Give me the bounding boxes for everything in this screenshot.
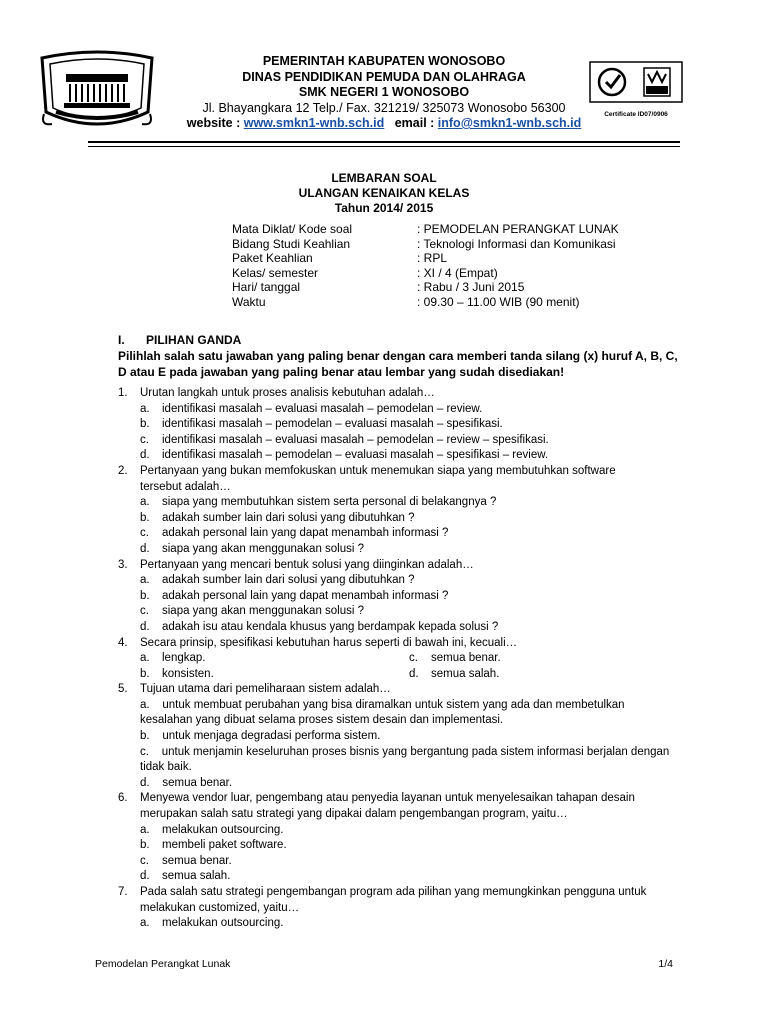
answer-option-row [118, 651, 678, 667]
option-letter: c. [409, 652, 418, 665]
page-number: 1/4 [658, 958, 673, 970]
answer-option [118, 916, 678, 932]
info-value: : XI / 4 (Empat) [417, 265, 498, 280]
answer-option [118, 417, 678, 433]
instruction-text: Pilihlah salah satu jawaban yang paling benar dengan cara memberi tanda silang (x) huruf A, B, C, D atau E pada jawaban yang paling benar atau lembar yang sudah disediakan! [118, 349, 678, 379]
title-line-2: ULANGAN KENAIKAN KELAS [298, 186, 470, 200]
info-label: Bidang Studi Keahlian [232, 236, 351, 251]
info-row [232, 295, 619, 310]
answer-option-row [118, 667, 678, 683]
option-text: adakah sumber lain dari solusi yang dibutuhkan ? [162, 574, 415, 587]
email-label: email : [394, 116, 438, 130]
option-letter: a. [140, 402, 150, 415]
answer-option [118, 589, 678, 605]
answer-option [118, 854, 678, 870]
info-row [232, 237, 619, 252]
answer-option [118, 495, 678, 511]
exam-info [232, 222, 619, 309]
iso-certificate-logo [588, 60, 684, 120]
question-text: Pertanyaan yang mencari bentuk solusi yang diinginkan adalah… [140, 558, 474, 571]
answer-option [409, 667, 678, 683]
option-letter: d. [140, 449, 150, 462]
answer-option [409, 651, 678, 667]
question-list [118, 386, 678, 932]
info-value: : Rabu / 3 Juni 2015 [417, 280, 525, 294]
answer-option: a. untuk membuat perubahan yang bisa diramalkan untuk sistem yang ada dan membetulkan kesalahan yang dibuat selama proses sistem desain dan implementasi. [140, 698, 628, 727]
option-letter: d. [140, 542, 150, 555]
answer-option [118, 511, 678, 527]
option-text: siapa yang membutuhkan sistem serta personal di belakangnya ? [162, 496, 497, 509]
option-letter: a. [140, 917, 150, 930]
question-item [118, 791, 678, 822]
option-text: identifikasi masalah – pemodelan – evaluasi masalah – spesifikasi. [162, 418, 503, 431]
answer-option [118, 838, 678, 854]
answer-option: d. semua benar. [140, 776, 233, 789]
question-number: 5. [118, 683, 128, 696]
title-line-1: LEMBARAN SOAL [331, 171, 437, 185]
question-number: 3. [118, 558, 128, 571]
info-value: : PEMODELAN PERANGKAT LUNAK [417, 222, 619, 236]
answer-option [118, 869, 678, 885]
answer-option [118, 620, 678, 636]
email-link[interactable]: info@smkn1-wnb.sch.id [437, 116, 582, 130]
header-school: SMK NEGERI 1 WONOSOBO [298, 85, 470, 99]
answer-option [118, 526, 678, 542]
answer-option [118, 433, 678, 449]
answer-option: c. untuk menjamin keseluruhan proses bisnis yang bergantung pada sistem informasi berjalan dengan tidak baik. [140, 745, 673, 774]
info-value: : 09.30 – 11.00 WIB (90 menit) [417, 294, 580, 309]
option-text: identifikasi masalah – pemodelan – evaluasi masalah – spesifikasi – review. [162, 449, 549, 462]
option-text: adakah personal lain yang dapat menambah informasi ? [162, 527, 449, 540]
option-letter: a. [140, 496, 150, 509]
header-address: Jl. Bhayangkara 12 Telp./ Fax. 321219/ 325073 Wonosobo 56300 [202, 100, 566, 115]
option-letter: b. [140, 589, 150, 602]
question-item [118, 386, 678, 402]
answer-option [118, 448, 678, 464]
question-text: Pada salah satu strategi pengembangan program ada pilihan yang memungkinkan pengguna untuk melakukan customized, yaitu… [140, 886, 647, 914]
option-text: semua benar. [162, 854, 232, 867]
option-text: semua salah. [431, 667, 500, 680]
question-text: Secara prinsip, spesifikasi kebutuhan harus seperti di bawah ini, kecuali… [140, 636, 518, 649]
option-letter: c. [140, 433, 149, 446]
section-number: I. [118, 333, 125, 347]
info-value: : Teknologi Informasi dan Komunikasi [417, 236, 616, 251]
option-text: siapa yang akan menggunakan solusi ? [162, 542, 365, 555]
option-letter: c. [140, 527, 149, 540]
info-row [232, 222, 619, 237]
website-label: website : [186, 116, 244, 130]
question-text: Menyewa vendor luar, pengembang atau penyedia layanan untuk menyelesaikan tahapan desain merupakan salah satu strategi yang dipakai dalam pengembangan program, yaitu… [140, 792, 635, 821]
header-government: PEMERINTAH KABUPATEN WONOSOBO [262, 54, 506, 68]
option-text: adakah personal lain yang dapat menambah informasi ? [162, 589, 449, 602]
page-footer [95, 958, 673, 970]
info-label: Kelas/ semester [232, 265, 319, 280]
question-item [118, 682, 678, 698]
option-letter: c. [140, 854, 149, 867]
info-label: Paket Keahlian [232, 251, 313, 265]
answer-option [118, 402, 678, 418]
option-text: identifikasi masalah – evaluasi masalah – pemodelan – review – spesifikasi. [162, 433, 549, 446]
header-rule-thick [88, 141, 680, 143]
option-letter: a. [140, 652, 150, 665]
option-letter: d. [140, 870, 150, 883]
question-text: Tujuan utama dari pemeliharaan sistem adalah… [140, 683, 391, 696]
info-label: Waktu [232, 294, 266, 309]
answer-option [118, 573, 678, 589]
option-letter: d. [409, 667, 419, 680]
info-row [232, 280, 619, 295]
title-line-3: Tahun 2014/ 2015 [334, 201, 434, 215]
option-text: adakah isu atau kendala khusus yang berdampak kepada solusi ? [162, 620, 499, 633]
info-label: Hari/ tanggal [232, 280, 301, 294]
option-text: adakah sumber lain dari solusi yang dibutuhkan ? [162, 511, 415, 524]
info-value: : RPL [417, 251, 448, 265]
question-number: 2. [118, 464, 128, 477]
answer-option [140, 651, 409, 667]
header-department: DINAS PENDIDIKAN PEMUDA DAN OLAHRAGA [242, 69, 526, 84]
option-letter: a. [140, 574, 150, 587]
certificate-id: Certificate ID07/0906 [604, 111, 668, 118]
answer-option [118, 604, 678, 620]
option-letter: b. [140, 511, 150, 524]
option-text: siapa yang akan menggunakan solusi ? [162, 605, 365, 618]
answer-option: b. untuk menjaga degradasi performa sistem. [140, 730, 381, 743]
option-letter: b. [140, 667, 150, 680]
option-text: konsisten. [162, 667, 214, 680]
info-row [232, 266, 619, 281]
option-text: semua salah. [162, 870, 231, 883]
section-heading [118, 333, 241, 347]
option-text: melakukan outsourcing. [162, 823, 284, 836]
question-text: Pertanyaan yang bukan memfokuskan untuk menemukan siapa yang membutuhkan software tersebut adalah… [140, 464, 616, 493]
option-letter: b. [140, 839, 150, 852]
footer-subject: Pemodelan Perangkat Lunak [95, 958, 231, 970]
section-title: PILIHAN GANDA [146, 333, 242, 347]
question-text: Urutan langkah untuk proses analisis kebutuhan adalah… [140, 387, 435, 399]
option-text: semua benar. [431, 652, 501, 665]
option-text: membeli paket software. [162, 839, 287, 852]
question-item [118, 885, 678, 916]
answer-option [118, 823, 678, 839]
info-row [232, 251, 619, 266]
header-rule-thin [88, 146, 680, 147]
info-label: Mata Diklat/ Kode soal [232, 222, 353, 236]
website-link[interactable]: www.smkn1-wnb.sch.id [243, 116, 385, 130]
question-item [118, 558, 678, 574]
document-title [0, 171, 768, 216]
answer-option [140, 667, 409, 683]
option-text: identifikasi masalah – evaluasi masalah – pemodelan – review. [162, 402, 483, 415]
option-letter: d. [140, 620, 150, 633]
question-number: 4. [118, 636, 128, 649]
option-text: melakukan outsourcing. [162, 917, 284, 930]
question-number: 6. [118, 792, 128, 805]
option-letter: b. [140, 418, 150, 431]
option-letter: c. [140, 605, 149, 618]
answer-option [118, 542, 678, 558]
question-item [118, 636, 678, 652]
option-text: lengkap. [162, 652, 206, 665]
question-number: 1. [118, 387, 128, 399]
question-number: 7. [118, 886, 128, 898]
question-item [118, 464, 678, 495]
option-letter: a. [140, 823, 150, 836]
